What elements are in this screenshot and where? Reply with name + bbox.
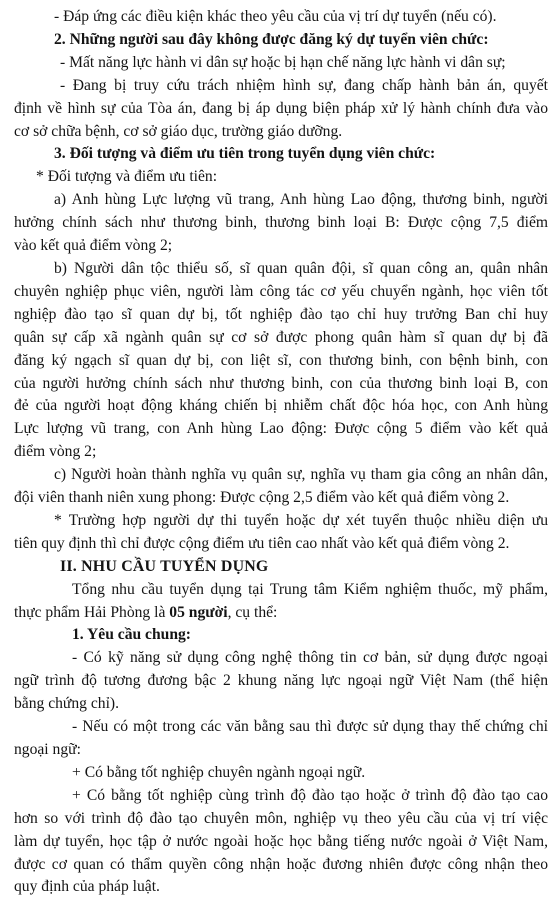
text-line: - Mất năng lực hành vi dân sự hoặc bị hạn chế năng lực hành vi dân sự; (60, 53, 506, 71)
text-line: tiên quy định thì chỉ được cộng điểm ưu tiên cao nhất vào kết quả điểm vòng 2. (14, 534, 510, 552)
text-line: đội viên thanh niên xung phong: Được cộng 2,5 điểm vào kết quả điểm vòng 2. (14, 489, 510, 507)
section-heading: 3. Đối tượng và điểm ưu tiên trong tuyển dụng viên chức: (54, 145, 436, 163)
text-line: ngoại ngữ: (14, 741, 81, 758)
text-line: Lực lượng vũ trang, con Anh hùng Lao động: Được cộng 5 điểm vào kết quả (14, 420, 548, 438)
text-line: a) Anh hùng Lực lượng vũ trang, Anh hùng Lao động, thương binh, người (54, 191, 548, 209)
text-line: nghiệp đào tạo sĩ quan dự bị, tốt nghiệp đào tạo chỉ huy trưởng Ban chỉ huy (14, 305, 548, 323)
text-line (14, 602, 548, 625)
text-line: * Đối tượng và điểm ưu tiên: (36, 168, 218, 186)
text-line: đăng ký ngạch sĩ quan dự bị, con liệt sĩ, con thương binh, con bệnh binh, con (14, 351, 548, 369)
text-line: điểm vòng 2; (14, 443, 97, 461)
text-line: c) Người hoàn thành nghĩa vụ quân sự, nghĩa vụ tham gia công an nhân dân, (54, 466, 548, 484)
text-line: hưởng chính sách như thương binh, thương binh loại B: Được cộng 7,5 điểm (14, 214, 548, 232)
text-line: hơn so với trình độ đào tạo chuyên môn, nghiệp vụ theo yêu cầu của vị trí việc (14, 809, 548, 827)
text-fragment: thực phẩm Hải Phòng là (14, 603, 170, 621)
text-line: + Có bằng tốt nghiệp cùng trình độ đào tạo hoặc ở trình độ đào tạo cao (72, 786, 548, 804)
text-line: quy định của pháp luật. (14, 878, 160, 896)
text-line: được cơ quan có thẩm quyền công nhận hoặc đương nhiên được công nhận theo (14, 855, 548, 873)
section-heading: 1. Yêu cầu chung: (72, 626, 191, 644)
text-line: quân sự cấp xã ngành quân sự cơ sở được phong quân hàm sĩ quan dự bị đã (14, 328, 548, 346)
text-line: làm dự tuyển, học tập ở nước ngoài hoặc học bằng tiếng nước ngoài ở Việt Nam, (14, 832, 548, 850)
staff-count-value: 05 người (169, 603, 228, 621)
text-line: - Đáp ứng các điều kiện khác theo yêu cầu của vị trí dự tuyển (nếu có). (54, 8, 497, 25)
text-line: của người hưởng chính sách như thương binh, con của thương binh loại B, con (14, 374, 548, 392)
text-line: - Có kỹ năng sử dụng công nghệ thông tin cơ bản, sử dụng được ngoại (72, 649, 548, 667)
text-line: vào kết quả điểm vòng 2; (14, 237, 173, 255)
text-line: * Trường hợp người dự thi tuyển hoặc dự xét tuyển thuộc nhiều diện ưu (54, 511, 548, 529)
text-line: - Nếu có một trong các văn bằng sau thì được sử dụng thay thế chứng chỉ (72, 718, 548, 736)
text-line: chuyên nghiệp phục viên, người làm công tác cơ yếu chuyển ngành, học viên tốt (14, 282, 548, 300)
text-line: cơ sở chữa bệnh, cơ sở giáo dục, trường giáo dưỡng. (14, 122, 343, 140)
text-line: bằng chứng chỉ). (14, 695, 120, 713)
text-line: đẻ của người hoạt động kháng chiến bị nhiễm chất độc hóa học, con Anh hùng (14, 397, 548, 415)
text-line: Tổng nhu cầu tuyển dụng tại Trung tâm Kiểm nghiệm thuốc, mỹ phẩm, (72, 580, 548, 598)
text-line: ngữ trình độ tương đương bậc 2 khung năng lực ngoại ngữ Việt Nam (thể hiện (14, 672, 548, 690)
chapter-heading: II. NHU CẦU TUYỂN DỤNG (60, 557, 269, 575)
text-line: b) Người dân tộc thiểu số, sĩ quan quân đội, sĩ quan công an, quân nhân (54, 259, 548, 277)
text-line: định về hình sự của Tòa án, đang bị áp dụng biện pháp xử lý hành chính đưa vào (14, 99, 548, 117)
text-fragment: , cụ thể: (227, 603, 278, 621)
text-line: + Có bằng tốt nghiệp chuyên ngành ngoại ngữ. (72, 763, 366, 781)
text-line: - Đang bị truy cứu trách nhiệm hình sự, đang chấp hành bản án, quyết (60, 76, 548, 94)
section-heading: 2. Những người sau đây không được đăng ký dự tuyển viên chức: (54, 30, 489, 48)
